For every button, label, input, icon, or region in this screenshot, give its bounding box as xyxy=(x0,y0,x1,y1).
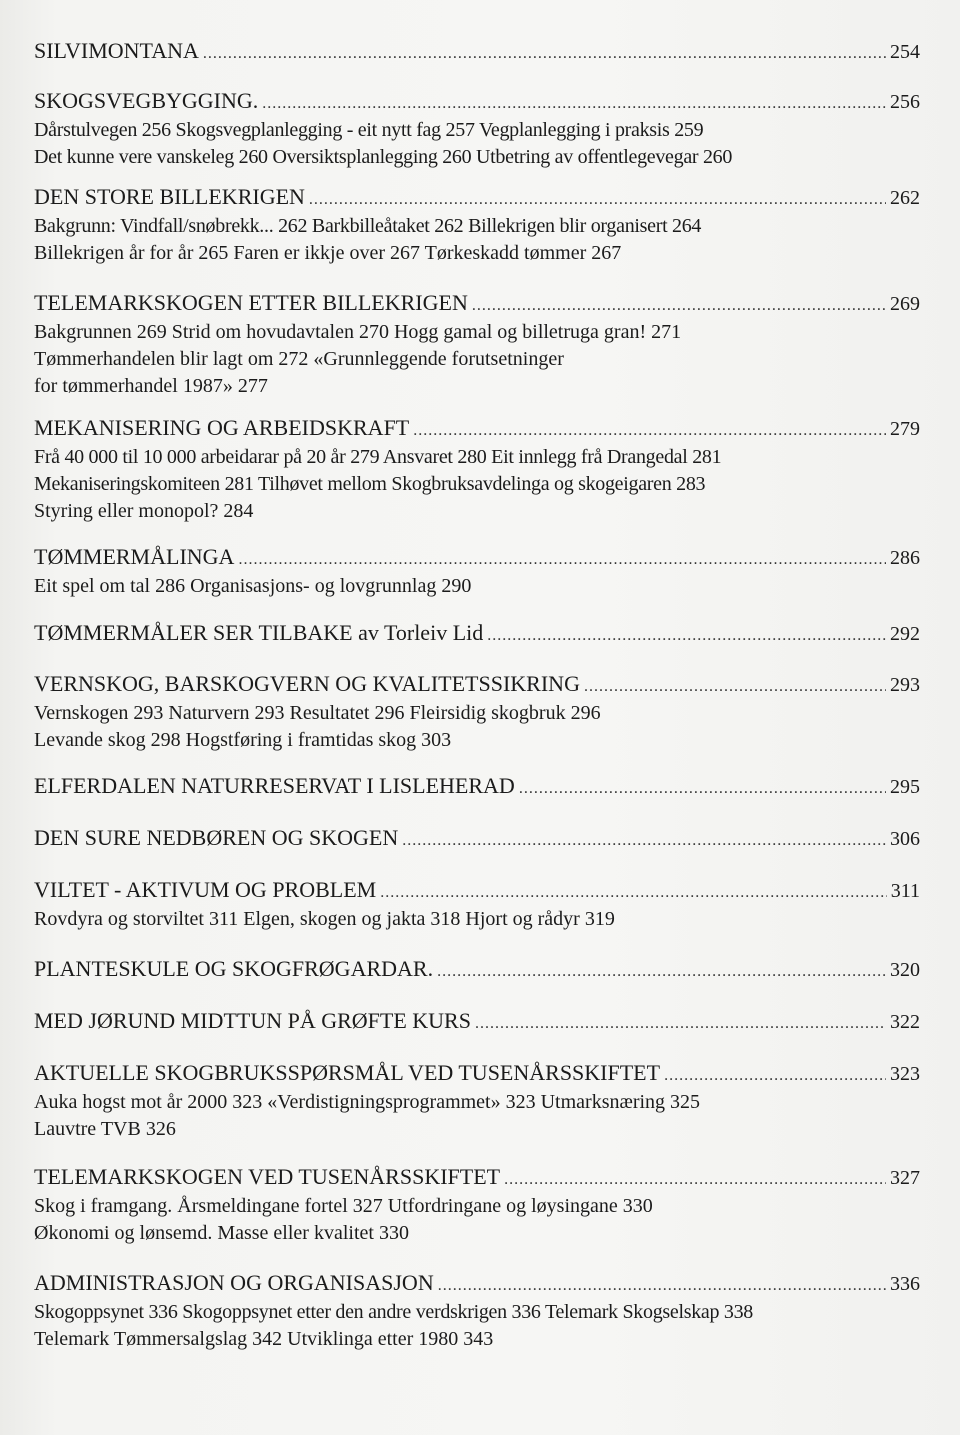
dot-leader xyxy=(203,41,886,67)
toc-entry xyxy=(34,38,920,67)
toc-heading xyxy=(34,956,920,985)
toc-entry xyxy=(34,620,920,649)
toc-subentries: Frå 40 000 til 10 000 arbeidarar på 20 år 279 Ansvaret 280 Eit innlegg frå Drangedal 281 xyxy=(34,446,722,468)
toc-page-number: 269 xyxy=(890,293,920,315)
toc-subentries: for tømmerhandel 1987» 277 xyxy=(34,375,268,397)
dot-leader xyxy=(437,959,886,985)
toc-heading xyxy=(34,184,920,213)
toc-subentries: Skog i framgang. Årsmeldingane fortel 327 Utfordringane og løysingane 330 xyxy=(34,1195,653,1217)
toc-page-number: 320 xyxy=(890,959,920,981)
dot-leader xyxy=(402,828,886,854)
toc-title: TØMMERMÅLER SER TILBAKE av Torleiv Lid xyxy=(34,620,484,645)
toc-entry xyxy=(34,956,920,985)
toc-entry xyxy=(34,1008,920,1037)
toc-title: VILTET - AKTIVUM OG PROBLEM xyxy=(34,877,377,902)
toc-page-number: 323 xyxy=(890,1063,920,1085)
toc-subentries: Levande skog 298 Hogstføring i framtidas skog 303 xyxy=(34,729,452,751)
toc-heading xyxy=(34,620,920,649)
toc-title: MEKANISERING OG ARBEIDSKRAFT xyxy=(34,415,410,440)
toc-heading xyxy=(34,544,920,573)
dot-leader xyxy=(487,623,886,649)
toc-page-number: 293 xyxy=(890,674,920,696)
toc-entry xyxy=(34,1060,920,1143)
toc-title: TELEMARKSKOGEN VED TUSENÅRSSKIFTET xyxy=(34,1164,501,1189)
toc-entry xyxy=(34,415,920,525)
toc-entry xyxy=(34,877,920,933)
toc-subentries: Det kunne vere vanskeleg 260 Oversiktsplanlegging 260 Utbetring av offentlegevegar 260 xyxy=(34,146,733,168)
dot-leader xyxy=(262,91,886,117)
toc-subentries: Bakgrunnen 269 Strid om hovudavtalen 270 Hogg gamal og billetruga gran! 271 xyxy=(34,321,682,343)
toc-title: TELEMARKSKOGEN ETTER BILLEKRIGEN xyxy=(34,290,468,315)
dot-leader xyxy=(238,547,886,573)
toc-subentries: Bakgrunn: Vindfall/snøbrekk... 262 Barkbilleåtaket 262 Billekrigen blir organisert 264 xyxy=(34,215,702,237)
dot-leader xyxy=(309,187,886,213)
toc-heading xyxy=(34,877,920,906)
toc-page-number: 286 xyxy=(890,547,920,569)
toc-title: SILVIMONTANA xyxy=(34,38,199,63)
toc-heading xyxy=(34,1008,920,1037)
toc-heading xyxy=(34,1164,920,1193)
toc-title: DEN STORE BILLEKRIGEN xyxy=(34,184,305,209)
toc-page-number: 262 xyxy=(890,187,920,209)
dot-leader xyxy=(413,418,886,444)
toc-entry xyxy=(34,671,920,754)
dot-leader xyxy=(472,293,886,319)
dot-leader xyxy=(380,880,887,906)
toc-page-number: 322 xyxy=(890,1011,920,1033)
toc-subentries: Telemark Tømmersalgslag 342 Utviklinga etter 1980 343 xyxy=(34,1328,494,1350)
toc-heading xyxy=(34,415,920,444)
toc-page-number: 292 xyxy=(890,623,920,645)
toc-subentries: Rovdyra og storviltet 311 Elgen, skogen og jakta 318 Hjort og rådyr 319 xyxy=(34,908,615,930)
toc-subentries: Økonomi og lønsemd. Masse eller kvalitet 330 xyxy=(34,1222,409,1244)
toc-heading xyxy=(34,38,920,67)
toc-heading xyxy=(34,1060,920,1089)
toc-entry xyxy=(34,184,920,267)
toc-subentries: Eit spel om tal 286 Organisasjons- og lovgrunnlag 290 xyxy=(34,575,472,597)
toc-heading xyxy=(34,825,920,854)
dot-leader xyxy=(584,674,886,700)
toc-page-number: 327 xyxy=(890,1167,920,1189)
toc-page-number: 336 xyxy=(890,1273,920,1295)
toc-subentries: Auka hogst mot år 2000 323 «Verdistigningsprogrammet» 323 Utmarksnæring 325 xyxy=(34,1091,701,1113)
dot-leader xyxy=(504,1167,886,1193)
toc-page-number: 279 xyxy=(890,418,920,440)
toc-page-number: 306 xyxy=(890,828,920,850)
dot-leader xyxy=(475,1011,886,1037)
toc-entry xyxy=(34,825,920,854)
toc-heading xyxy=(34,671,920,700)
toc-heading xyxy=(34,88,920,117)
toc-entry xyxy=(34,773,920,802)
toc-page-number: 311 xyxy=(890,880,920,902)
toc-heading xyxy=(34,773,920,802)
toc-subentries: Vernskogen 293 Naturvern 293 Resultatet 296 Fleirsidig skogbruk 296 xyxy=(34,702,601,724)
dot-leader xyxy=(664,1063,886,1089)
toc-entry xyxy=(34,290,920,400)
toc-entry xyxy=(34,544,920,600)
toc-entry xyxy=(34,1164,920,1247)
toc-page-number: 256 xyxy=(890,91,920,113)
toc-title: AKTUELLE SKOGBRUKSSPØRSMÅL VED TUSENÅRSSKIFTET xyxy=(34,1060,661,1085)
toc-title: SKOGSVEGBYGGING. xyxy=(34,88,259,113)
toc-title: DEN SURE NEDBØREN OG SKOGEN xyxy=(34,825,399,850)
toc-title: ELFERDALEN NATURRESERVAT I LISLEHERAD xyxy=(34,773,515,798)
toc-title: TØMMERMÅLINGA xyxy=(34,544,235,569)
toc-entry xyxy=(34,1270,920,1353)
toc-subentries: Billekrigen år for år 265 Faren er ikkje over 267 Tørkeskadd tømmer 267 xyxy=(34,242,622,264)
toc-title: VERNSKOG, BARSKOGVERN OG KVALITETSSIKRING xyxy=(34,671,580,696)
toc-title: MED JØRUND MIDTTUN PÅ GRØFTE KURS xyxy=(34,1008,471,1033)
toc-heading xyxy=(34,290,920,319)
dot-leader xyxy=(438,1273,886,1299)
toc-subentries: Tømmerhandelen blir lagt om 272 «Grunnleggende forutsetninger xyxy=(34,348,564,370)
toc-subentries: Styring eller monopol? 284 xyxy=(34,500,254,522)
dot-leader xyxy=(519,776,886,802)
toc-subentries: Dårstulvegen 256 Skogsvegplanlegging - eit nytt fag 257 Vegplanlegging i praksis 259 xyxy=(34,119,704,141)
toc-title: PLANTESKULE OG SKOGFRØGARDAR. xyxy=(34,956,434,981)
toc-subentries: Lauvtre TVB 326 xyxy=(34,1118,176,1140)
toc-title: ADMINISTRASJON OG ORGANISASJON xyxy=(34,1270,434,1295)
toc-heading xyxy=(34,1270,920,1299)
toc-page-number: 254 xyxy=(890,41,920,63)
toc-page-number: 295 xyxy=(890,776,920,798)
toc-subentries: Skogoppsynet 336 Skogoppsynet etter den andre verdskrigen 336 Telemark Skogselskap 338 xyxy=(34,1301,753,1323)
toc-subentries: Mekaniseringskomiteen 281 Tilhøvet mellom Skogbruksavdelinga og skogeigaren 283 xyxy=(34,473,706,495)
toc-entry xyxy=(34,88,920,171)
